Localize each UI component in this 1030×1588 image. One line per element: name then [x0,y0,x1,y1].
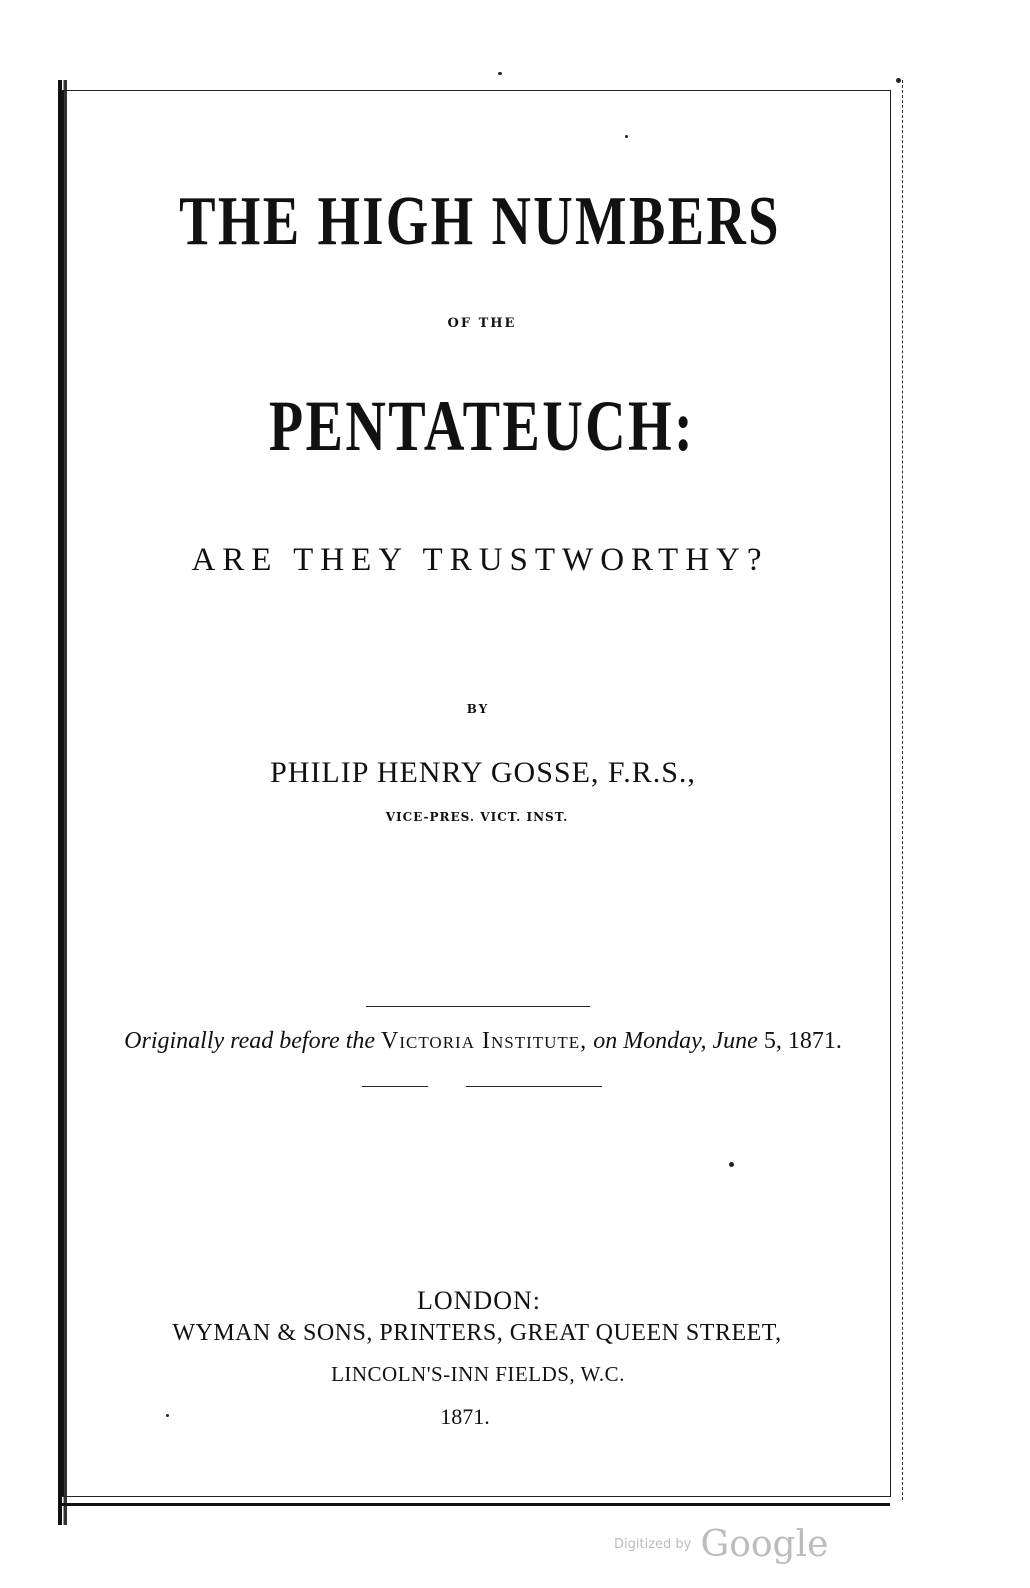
ink-speck [166,1414,169,1417]
title-line-4: ARE THEY TRUSTWORTHY? [191,542,769,578]
title-line-1: THE HIGH NUMBERS [179,183,781,260]
watermark-prefix: Digitized by [614,1537,692,1552]
imprint-city: LONDON: [417,1286,541,1315]
by-label: BY [466,702,490,716]
frame-bottom-edge [60,1503,890,1506]
note-institute: Victoria Institute, [381,1028,588,1054]
ink-speck [625,135,628,138]
divider-top [366,1006,590,1007]
imprint-year: 1871. [440,1404,490,1429]
digitized-watermark [614,1524,828,1565]
title-line-3: PENTATEUCH: [268,386,696,466]
note-part-1: Originally read before the [124,1028,376,1054]
divider-bottom-right [466,1086,602,1087]
title-line-2: OF THE [447,316,517,331]
author-name: PHILIP HENRY GOSSE, F.R.S., [270,756,696,789]
google-logo: Google [700,1524,829,1565]
divider-bottom-left [362,1086,428,1087]
ink-speck [729,1162,734,1167]
imprint-printer: WYMAN & SONS, PRINTERS, GREAT QUEEN STREET, [172,1320,782,1346]
author-role: VICE-PRES. VICT. INST. [385,810,569,824]
note-part-2: on Monday, June [593,1028,758,1054]
ink-speck [498,72,502,75]
ink-speck [896,78,901,83]
imprint-address: LINCOLN'S-INN FIELDS, W.C. [331,1362,625,1386]
reading-note [0,1028,966,1055]
note-date: 5, 1871. [763,1028,842,1054]
